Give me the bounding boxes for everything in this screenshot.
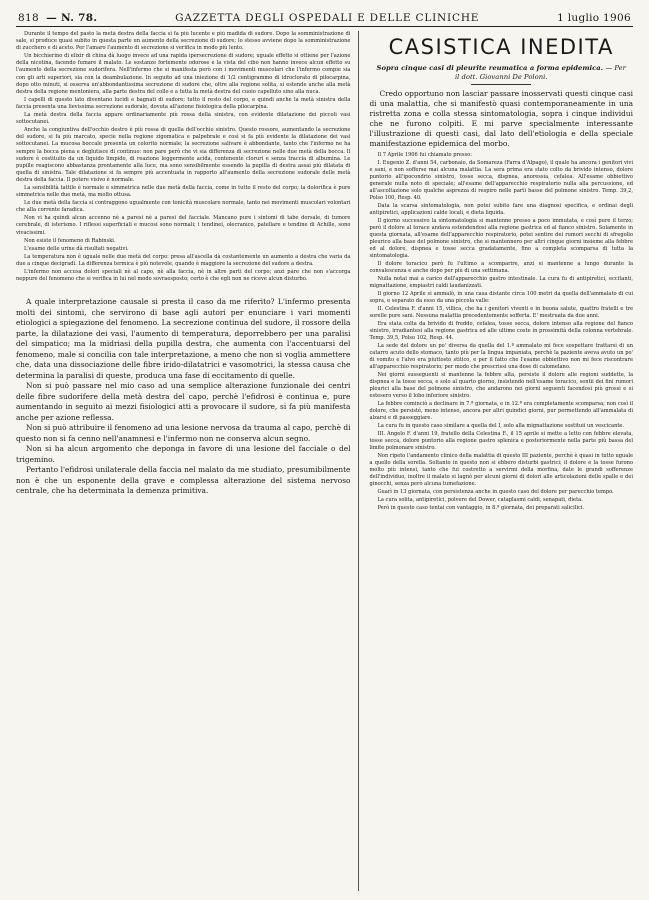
page-number: 818 (18, 12, 39, 24)
case-paragraph: Data la scarsa sintomatologia, non potei subito fare una diagnosi specifica, e ordinai degli antipiretici, applicazioni calde locali, e dieta liquida. (369, 203, 633, 217)
article-author: — Per il dott. Giovanni De Poloni. (455, 64, 626, 81)
discussion-paragraph: Non si può passare nel mio caso ad una semplice alterazione funzionale dei centri delle fibre sudorifere della metà destra del capo, perchè l'efidrosi è continua e, pure aumentando in seguito ai mezzi fisiologici atti a provocare il sudore, si fa più manifesta anche per azione reflessa. (16, 381, 351, 422)
case-paragraph: Il giorno 12 Aprile si ammalò, in una casa distante circa 100 metri da quella dell'ammalato di cui sopra, e separato da esso da una piccola valle: (369, 291, 633, 305)
case-paragraph: Guarì in 13 giornata, con persistenza anche in questo caso del dolore per parecchio tempo. (377, 489, 614, 496)
right-column (359, 31, 633, 891)
case-paragraph: Non ripeto l'andamento clinico della malattia di questo III paziente, perchè è quasi in tutto uguale a quello della sorella. Soltanto in questo non si ebbero disturbi gastrici; il dolore e la tosse furono molto più intensi, tanto che fui costretto a servirmi della morfina, date le grandi sofferenze dell'individuo, inoltre il malato si lagnò per alcuni giorni di dolori alle articolazioni delle spalle e dei ginocchi, senza però alcuna tumefazione. (369, 453, 633, 488)
case-paragraph: La sede del dolore un po' diversa da quella del 1.º ammalato mi fece sospettare trattarsi di un catarro acuto dello stomaco, tanto più per la lingua impaniata, perchè la paziente aveva avuto un po' di vomito e l'alvo era piuttosto stitico, e per il fatto che l'esame obbiettivo non mi fece riscontrare all'apparecchio respiratorio; per modo che prescrissi una dose di calomelano. (369, 343, 633, 371)
newspaper-page (16, 6, 633, 894)
left-paragraph: L'esame delle urine dà risultati negativi. (24, 245, 129, 252)
left-paragraph: Anche la congiuntiva dell'occhio destro è più rossa di quella dell'occhio sinistro. Questo rossore, aumentando la secrezione del sudore, si fa più marcato, specie nella regione zigomatica e palpebrale e così si fa più evidente la dilatazione dei vasi sottocutanei. La mucosa boccale presenta un colorito normale; la secrezione salivare è abbondante, tanto che l'infermo ne ha sempre la bocca piena e deglutisce di continuo: non pare però che vi sia differenza di secrezione nelle due metà della bocca. Il sudore è costituito da un liquido limpido, di reazione leggermente acida, contenente cloruri e senza traccia di albumina. Le pupille reagiscono abbastanza prontamente alla luce, ma sono sensibilmente essendo la pupilla di destra assai più dilatata di quella di sinistra. Tale dilatazione si fa sempre più accentuata in rapporto all'aumento della secrezione sudorale delle metà destra della faccia. Il potere visivo è normale. (16, 127, 351, 183)
left-paragraph: Non vi ha quindi alcun accenno nè a paresi nè a paresi del facciale. Mancano pure i sintomi di tabe dorsale, di tumore cerebrale, di isterismo. I riflessi superficiali e mucosi sono normali; i tendinei, olecranico, patellare e tendine di Achille, sono vivacissimi. (16, 215, 351, 236)
left-paragraph: La temperatura non è uguale nelle due metà del corpo: presa all'ascella dà costantemente un aumento a destra che varia da due a cinque decigradi. La differenza termica è più notevole, quando è maggiore la secrezione del sudore a destra. (16, 253, 351, 267)
case-paragraph: III. Angelo F. d'anni 19, fratello della Celestina F., il 15 aprile si mette a letto con febbre elevata, tosse secca, dolore puntorio alla regione gastro splenica e posteriormente nella parte più bassa del limite polmonare sinistro. (369, 431, 633, 452)
case-paragraph: La cura solita, antipiretici, polvere del Dower, cataplasmi caldi, senapati, dieta. (377, 497, 583, 504)
discussion-paragraph: Pertanto l'efidrosi unilaterale della faccia nel malato da me studiato, presumibilmente non è che un esponente della grave e complessa alterazione del sistema nervoso centrale, che ha determinata la demenza primitiva. (16, 465, 351, 496)
left-paragraph: La metà destra della faccia appare ordinariamente più rossa della sinistra, con evidente dilatazione dei piccoli vasi sottocutanei. (16, 112, 351, 126)
case-paragraph: Era stata colta da brivido di freddo, cefalea, tosse secca, dolore intenso alla regione del fianco sinistro, irradiantesi alla regione gastrica ed alle ultime coste in prossimità della colonna vertebrale. Temp. 39,5, Polso 102, Resp. 44. (369, 321, 633, 342)
case-paragraph: I. Eugenio Z. d'anni 54, carbonaio, da Somareza (Farra d'Alpago), il quale ha ancora i genitori vivi e sani, e non sofferse mai alcuna malattia. La sera prima era stato colto da brivido intenso, dolore puntorio all'ipocondrio sinistro, tosse secca, dispnea, anoressia, cefalea. All'esame obbiettivo generale nulla noto di speciale; all'esame dell'apparecchio respiratorio nulla alla percussione, ed all'ascoltazione solo qualche asprezza di respiro nelle parti basse del polmone sinistro. Temp. 39,2, Polso 100, Resp. 40. (369, 160, 633, 202)
article-intro: Credo opportuno non lasciar passare inosservati questi cinque casi di una malattia, che si manifestò quasi contemporaneamente in una ristretta zona e colla stessa sintomatologia, sopra i cinque individui che ne furono colpiti. E mi parve specialmente interessante l'illustrazione di questi casi, dal lato dell'etiologia e della speciale manifestazione epidemica del morbo. (369, 89, 633, 148)
issue-date: 1 luglio 1906 (557, 12, 631, 24)
discussion-paragraph: Non si ha alcun argomento che deponga in favore di una lesione del facciale o del trigemino. (16, 444, 351, 464)
case-paragraph: Il giorno successivo la sintomatologia si mantenne presso a poco immutata, e così pure il terzo; però il dolore al torace andava estendendosi alla regione gastrica ed al fianco sinistro. Solamente in questa giornata, all'esame dell'apparecchio respiratorio, potei sentire dei rumori secchi di sfregolio pleurico alla base del polmone sinistro, che si mantennero per altri cinque giorni insieme alla febbre ed al dolore, dispnea e tosse secca gradatamente, fino a completa scomparsa di tutta la sintomatologia. (369, 218, 633, 260)
left-column (16, 31, 359, 891)
case-paragraph: La cura fu in questo caso similare a quella del I, solo alla mignattazione sostituii un vescicante. (377, 423, 625, 430)
left-paragraph: L'infermo non accusa dolori speciali nè al capo, nè alla faccia, nè in altre parti del corpo; anzi pare che non s'accorga neppure del fenomeno che si verifica in lui nel modo sovraesposto; certo è che egli non ne riceve alcun disturbo. (16, 269, 351, 283)
journal-title: GAZZETTA DEGLI OSPEDALI E DELLE CLINICHE (175, 12, 480, 24)
issue-number: — N. 78. (46, 12, 98, 24)
discussion-paragraph: Non si può attribuire il fenomeno ad una lesione nervosa da trauma al capo, perchè di questo non si fa cenno nell'anamnesi e l'infermo non ne conserva alcun segno. (16, 423, 351, 443)
left-paragraph: La sensibilità tattile è normale e simmetrica nelle due metà della faccia, come in tutto il resto del corpo; la dolorifica è pure simmetrica nelle due metà, ma molto ottusa. (16, 184, 351, 199)
case-paragraph: Il dolore toracico però fu l'ultimo a scomparire, anzi si mantenne a lungo durante la convalescenza e anche dopo per più di una settimana. (369, 261, 633, 275)
discussion-paragraph: A quale interpretazione causale si presta il caso da me riferito? L'infermo presenta molti dei sintomi, che servirono di base agli autori per enunciare i vari momenti etiologici a spiegazione del fenomeno. La secrezione continua del sudore, il rossore della parte, la dilatazione dei vasi, l'aumento di temperatura, deporrebbero per una paralisi del simpatico; ma la midriasi della pupilla destra, che aumenta con l'accentuarsi del fenomeno, male si concilia con tale interpretazione, a meno che non si voglia ammettere che, data una dissociazione delle fibre irido-dilatatrici e vasomotrici, la stessa causa che determina la paralisi di queste, produca una fase di eccitamento di quelle. (16, 297, 351, 380)
left-paragraph: Un bicchierino di elixir di china dà luogo invece ad una rapida ipersecrezione di sudore; uguale effetto si ottiene per l'azione della nicotina, facendo fumare il malato. Le sostanze fortemente odorose e la vista del cibo non hanno invece alcun effetto su l'aumento della secrezione sudorifera. Nell'infermo che si manifesta però con i movimenti muscolari che l'infermo compie sia con gli arti superiori, sia con la deambulazione. In seguito ad una iniezione di 1/2 centigrammo di idroclorato di pilocarpina, dopo otto minuti, si osserva un'abbondantissima secrezione di sudore che, oltre alla regione solita, si estende anche alla metà destra della regione mentoniera, alla parte destra del collo e a tutta la metà destra del cuoio capelluto sino alla nuca. (16, 53, 351, 95)
left-paragraph: Non esiste il fenomeno di Rabinski. (24, 237, 116, 244)
left-paragraph: Le due metà della faccia si contraggono ugualmente con tonicità muscolare normale, tanto nei movimenti muscolari volontari che alla corrente faradica. (16, 200, 351, 214)
article-title-text: Sopra cinque casi di pleurite reumatica a forma epidemica. (376, 64, 604, 72)
header-left (18, 12, 97, 24)
page-header (16, 6, 633, 27)
case-paragraph: II. Celestina F. d'anni 15, villica, che ha i genitori viventi e in buona salute, quattro fratelli e tre sorelle pure sani. Nessuna malattia precedentemente sofferta. E' mestruata da due anni. (369, 306, 633, 320)
left-paragraph: I capelli di questo lato diventano lucidi e bagnati di sudore; tutto il resto del corpo, e quindi anche la metà sinistra della faccia presenta una lievissima secrezione sudorale, dovuta all'azione fisiologica della pilocarpina. (16, 96, 351, 110)
case-paragraph: Nei giorni susseguenti si mantenne la febbre alta, persiste il dolore alle regioni suddette, la dispnea e la tosse secca, e solo al quarto giorno, insistendo nell'esame toracico, sentii dei fini rumori pleurici alla base del polmone sinistro, che andarono nei giorni seguenti facendosi più grossi e si estesero verso il lobo inferiore sinistro. (369, 372, 633, 400)
title-rule (471, 84, 531, 85)
case-paragraph: La febbre cominciò a declinare in 7.ª giornata, e in 12.ª era completamente scomparsa; non così il dolore, che persisté, meno intenso, ancora per altri quindici giorni, pur permettendo all'ammalata di alzarsi e di passeggiare. (369, 401, 633, 422)
case-paragraph: Però in questo caso tentai con vantaggio, in 8.ª giornata, dei preparati salicilici. (377, 505, 585, 512)
article-title (375, 64, 627, 81)
case-paragraph: Nulla notai mai a carico dell'apparecchio gastro intestinale. La cura fu di antipiretici, eccitanti, mignattazione, empiastri caldi laudanizzati. (369, 276, 633, 290)
columns (16, 31, 633, 891)
section-title: CASISTICA INEDITA (388, 35, 614, 59)
case-paragraph: Il 7 Aprile 1906 fui chiamato presso: (377, 152, 472, 159)
left-paragraph: Durante il tempo del pasto la metà destra della faccia si fa più lucente e più madida di sudore. Dopo la somministrazione di sale, si produce quasi subito in questa parte un aumento della secrezione di sudore; lo stesso avviene dopo la somministrazione di zucchero e di aceto. Per l'amaro l'aumento di secrezione si verifica in modo più lento. (16, 31, 351, 52)
